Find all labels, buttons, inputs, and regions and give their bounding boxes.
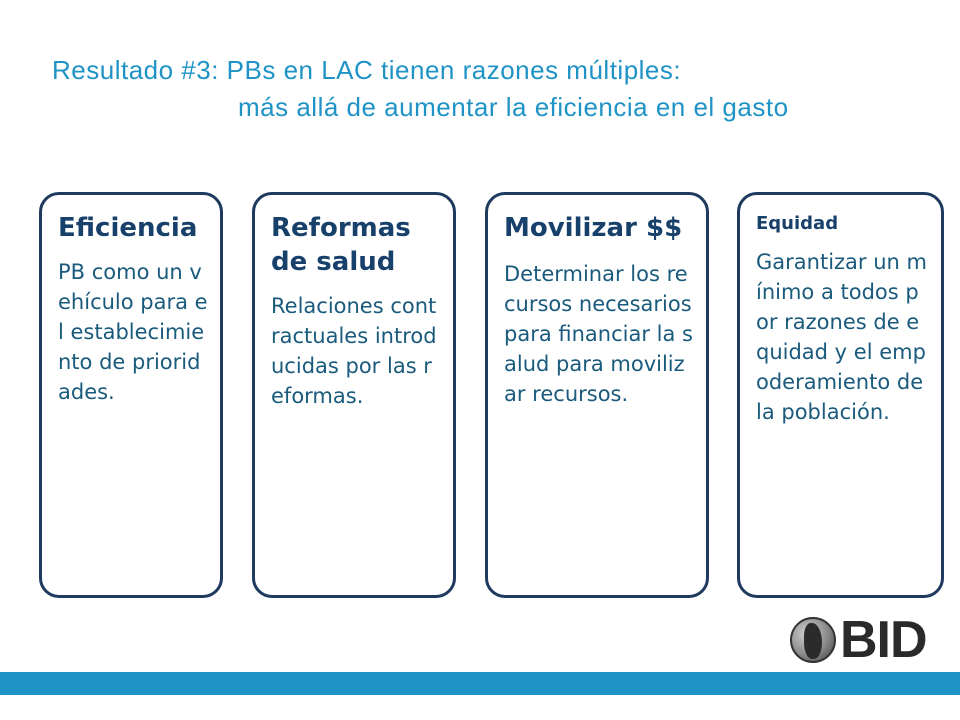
card-body: Determinar los recursos necesarios para financiar la salud para movilizar recursos.	[504, 262, 693, 406]
card-heading: Reformas de salud	[271, 213, 411, 277]
card-equidad	[737, 192, 944, 598]
card-eficiencia	[39, 192, 223, 598]
card-movilizar	[485, 192, 709, 598]
logo-text: BID	[840, 611, 927, 669]
card-heading: Equidad	[756, 213, 839, 234]
bid-logo	[790, 611, 930, 669]
card-body: PB como un vehículo para el establecimiento de prioridades.	[58, 260, 208, 404]
card-body: Garantizar un mínimo a todos por razones de equidad y el empoderamiento de la población.	[756, 250, 927, 424]
title-line-1: Resultado #3: PBs en LAC tienen razones múltiples:	[52, 55, 682, 85]
globe-icon	[790, 617, 836, 663]
card-heading: Eficiencia	[58, 213, 198, 243]
bottom-bar	[0, 672, 960, 695]
card-reformas-de-salud	[252, 192, 456, 598]
card-heading: Movilizar $$	[504, 213, 683, 243]
slide-title	[52, 52, 932, 126]
card-body: Relaciones contractuales introducidas por las reformas.	[271, 294, 437, 408]
title-line-2: más allá de aumentar la eficiencia en el gasto	[238, 92, 789, 122]
